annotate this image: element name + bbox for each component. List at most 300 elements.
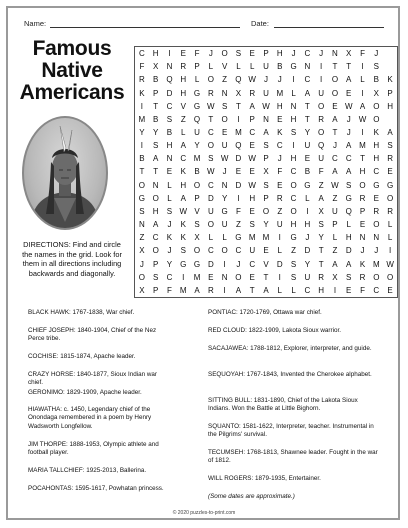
grid-letter[interactable]: V bbox=[194, 206, 200, 216]
grid-letter[interactable]: C bbox=[345, 154, 352, 164]
grid-letter[interactable]: T bbox=[249, 285, 255, 295]
grid-letter[interactable]: S bbox=[263, 180, 269, 190]
grid-letter[interactable]: O bbox=[138, 180, 145, 190]
grid-letter[interactable]: A bbox=[153, 220, 159, 230]
grid-letter[interactable]: R bbox=[318, 272, 325, 282]
grid-letter[interactable]: R bbox=[249, 88, 256, 98]
grid-letter[interactable]: M bbox=[262, 233, 270, 243]
date-blank[interactable] bbox=[274, 27, 384, 28]
grid-letter[interactable]: E bbox=[387, 285, 393, 295]
grid-letter[interactable]: C bbox=[207, 128, 214, 138]
grid-letter[interactable]: Z bbox=[332, 246, 338, 256]
grid-letter[interactable]: T bbox=[263, 272, 269, 282]
grid-letter[interactable]: G bbox=[193, 88, 201, 98]
grid-letter[interactable]: H bbox=[290, 154, 297, 164]
grid-letter[interactable]: M bbox=[193, 154, 201, 164]
grid-letter[interactable]: T bbox=[318, 259, 324, 269]
grid-letter[interactable]: R bbox=[359, 272, 366, 282]
grid-letter[interactable]: S bbox=[249, 220, 255, 230]
grid-letter[interactable]: U bbox=[249, 246, 256, 256]
grid-letter[interactable]: L bbox=[208, 233, 214, 243]
grid-letter[interactable]: E bbox=[249, 167, 255, 177]
grid-letter[interactable]: X bbox=[346, 49, 352, 59]
grid-letter[interactable]: I bbox=[320, 75, 323, 85]
grid-letter[interactable]: C bbox=[249, 259, 256, 269]
grid-letter[interactable]: N bbox=[166, 62, 173, 72]
grid-letter[interactable]: Q bbox=[345, 206, 352, 216]
grid-letter[interactable]: J bbox=[291, 49, 296, 59]
grid-letter[interactable]: P bbox=[263, 193, 269, 203]
grid-letter[interactable]: Q bbox=[166, 75, 173, 85]
grid-letter[interactable]: Z bbox=[235, 220, 241, 230]
grid-letter[interactable]: L bbox=[291, 88, 296, 98]
grid-letter[interactable]: E bbox=[277, 114, 283, 124]
grid-letter[interactable]: C bbox=[152, 233, 159, 243]
grid-letter[interactable]: O bbox=[373, 272, 380, 282]
grid-letter[interactable]: F bbox=[318, 167, 324, 177]
grid-letter[interactable]: R bbox=[207, 285, 214, 295]
grid-letter[interactable]: X bbox=[139, 285, 145, 295]
grid-letter[interactable]: O bbox=[331, 75, 339, 85]
grid-letter[interactable]: R bbox=[276, 193, 283, 203]
grid-letter[interactable]: J bbox=[346, 128, 351, 138]
grid-letter[interactable]: O bbox=[386, 272, 394, 282]
grid-letter[interactable]: I bbox=[168, 49, 171, 59]
grid-letter[interactable]: S bbox=[153, 141, 159, 151]
grid-letter[interactable]: J bbox=[305, 233, 310, 243]
grid-letter[interactable]: W bbox=[248, 180, 256, 190]
word-search-grid[interactable] bbox=[134, 46, 398, 298]
grid-letter[interactable]: Z bbox=[318, 180, 324, 190]
grid-letter[interactable]: A bbox=[194, 285, 200, 295]
grid-letter[interactable]: L bbox=[291, 285, 296, 295]
grid-letter[interactable]: Q bbox=[235, 141, 242, 151]
grid-letter[interactable]: J bbox=[360, 246, 365, 256]
grid-letter[interactable]: E bbox=[249, 49, 255, 59]
grid-letter[interactable]: H bbox=[373, 154, 380, 164]
grid-letter[interactable]: D bbox=[235, 180, 242, 190]
grid-letter[interactable]: C bbox=[180, 154, 187, 164]
grid-letter[interactable]: E bbox=[304, 154, 311, 164]
grid-letter[interactable]: I bbox=[182, 272, 185, 282]
grid-letter[interactable]: J bbox=[277, 154, 282, 164]
grid-letter[interactable]: H bbox=[373, 141, 380, 151]
grid-letter[interactable]: U bbox=[332, 206, 338, 216]
grid-letter[interactable]: D bbox=[235, 154, 242, 164]
grid-letter[interactable]: N bbox=[221, 272, 228, 282]
grid-letter[interactable]: C bbox=[235, 246, 242, 256]
grid-letter[interactable]: P bbox=[249, 114, 255, 124]
grid-letter[interactable]: J bbox=[319, 49, 324, 59]
grid-letter[interactable]: O bbox=[221, 114, 228, 124]
grid-letter[interactable]: H bbox=[276, 49, 283, 59]
grid-letter[interactable]: D bbox=[276, 259, 283, 269]
grid-letter[interactable]: D bbox=[207, 259, 214, 269]
grid-letter[interactable]: R bbox=[207, 88, 214, 98]
grid-letter[interactable]: S bbox=[139, 206, 145, 216]
grid-letter[interactable]: I bbox=[292, 141, 295, 151]
grid-letter[interactable]: F bbox=[360, 285, 365, 295]
grid-letter[interactable]: W bbox=[220, 154, 229, 164]
grid-letter[interactable]: U bbox=[221, 141, 228, 151]
grid-letter[interactable]: Y bbox=[263, 220, 269, 230]
grid-letter[interactable]: P bbox=[359, 206, 366, 216]
grid-letter[interactable]: C bbox=[249, 128, 256, 138]
grid-letter[interactable]: L bbox=[360, 75, 365, 85]
grid-letter[interactable]: B bbox=[277, 62, 283, 72]
grid-letter[interactable]: J bbox=[332, 141, 337, 151]
grid-letter[interactable]: F bbox=[277, 167, 283, 177]
grid-letter[interactable]: J bbox=[346, 114, 351, 124]
grid-letter[interactable]: O bbox=[207, 75, 214, 85]
grid-letter[interactable]: I bbox=[237, 114, 240, 124]
grid-letter[interactable]: E bbox=[277, 180, 283, 190]
grid-letter[interactable]: A bbox=[332, 167, 338, 177]
grid-letter[interactable]: L bbox=[181, 128, 186, 138]
grid-letter[interactable]: A bbox=[346, 259, 352, 269]
grid-letter[interactable]: W bbox=[207, 167, 215, 177]
grid-letter[interactable]: H bbox=[290, 114, 297, 124]
grid-letter[interactable]: C bbox=[373, 167, 380, 177]
grid-letter[interactable]: S bbox=[194, 220, 200, 230]
grid-letter[interactable]: N bbox=[304, 62, 311, 72]
grid-letter[interactable]: C bbox=[166, 272, 173, 282]
grid-letter[interactable]: D bbox=[345, 246, 352, 256]
grid-letter[interactable]: J bbox=[167, 220, 172, 230]
grid-letter[interactable]: I bbox=[320, 62, 323, 72]
grid-letter[interactable]: Z bbox=[222, 75, 228, 85]
grid-letter[interactable]: M bbox=[248, 233, 256, 243]
grid-letter[interactable]: X bbox=[235, 88, 242, 98]
grid-letter[interactable]: T bbox=[153, 101, 159, 111]
grid-letter[interactable]: H bbox=[166, 141, 173, 151]
grid-letter[interactable]: O bbox=[138, 272, 145, 282]
grid-letter[interactable]: B bbox=[153, 75, 159, 85]
grid-letter[interactable]: G bbox=[290, 62, 297, 72]
grid-letter[interactable]: A bbox=[387, 128, 393, 138]
grid-letter[interactable]: O bbox=[373, 101, 380, 111]
grid-letter[interactable]: J bbox=[139, 259, 144, 269]
grid-letter[interactable]: C bbox=[290, 167, 297, 177]
grid-letter[interactable]: W bbox=[179, 206, 188, 216]
grid-letter[interactable]: G bbox=[373, 180, 380, 190]
grid-letter[interactable]: E bbox=[387, 167, 393, 177]
grid-letter[interactable]: C bbox=[332, 154, 338, 164]
grid-letter[interactable]: I bbox=[278, 233, 281, 243]
grid-letter[interactable]: W bbox=[344, 101, 353, 111]
grid-letter[interactable]: L bbox=[222, 233, 227, 243]
grid-letter[interactable]: Y bbox=[304, 128, 311, 138]
grid-letter[interactable]: A bbox=[332, 259, 338, 269]
grid-letter[interactable]: R bbox=[139, 75, 145, 85]
grid-letter[interactable]: A bbox=[346, 141, 352, 151]
grid-letter[interactable]: E bbox=[249, 272, 255, 282]
grid-letter[interactable]: W bbox=[262, 101, 270, 111]
grid-letter[interactable]: P bbox=[387, 88, 393, 98]
grid-letter[interactable]: K bbox=[277, 128, 283, 138]
grid-letter[interactable]: T bbox=[139, 167, 145, 177]
grid-letter[interactable]: E bbox=[346, 88, 352, 98]
grid-letter[interactable]: C bbox=[166, 101, 173, 111]
grid-letter[interactable]: V bbox=[263, 259, 269, 269]
grid-letter[interactable]: P bbox=[263, 154, 269, 164]
grid-letter[interactable]: U bbox=[221, 220, 228, 230]
grid-letter[interactable]: X bbox=[153, 62, 159, 72]
grid-letter[interactable] bbox=[383, 60, 397, 73]
grid-letter[interactable]: E bbox=[249, 206, 255, 216]
grid-letter[interactable]: A bbox=[304, 88, 311, 98]
grid-letter[interactable]: N bbox=[152, 180, 159, 190]
grid-letter[interactable]: A bbox=[332, 114, 338, 124]
grid-letter[interactable]: O bbox=[373, 220, 380, 230]
grid-letter[interactable]: U bbox=[304, 141, 311, 151]
grid-letter[interactable]: L bbox=[387, 220, 393, 230]
grid-letter[interactable]: S bbox=[153, 272, 159, 282]
grid-letter[interactable]: L bbox=[346, 220, 351, 230]
grid-letter[interactable]: J bbox=[277, 75, 282, 85]
grid-letter[interactable]: O bbox=[290, 206, 297, 216]
grid-letter[interactable]: J bbox=[263, 75, 268, 85]
grid-letter[interactable]: S bbox=[235, 49, 242, 59]
grid-letter[interactable]: X bbox=[318, 206, 324, 216]
grid-letter[interactable]: S bbox=[263, 141, 269, 151]
grid-letter[interactable]: C bbox=[207, 180, 214, 190]
grid-letter[interactable]: Y bbox=[318, 233, 324, 243]
grid-letter[interactable]: E bbox=[180, 49, 186, 59]
grid-letter[interactable]: P bbox=[194, 193, 200, 203]
grid-letter[interactable]: K bbox=[166, 233, 173, 243]
grid-letter[interactable]: R bbox=[387, 154, 393, 164]
grid-letter[interactable]: B bbox=[304, 167, 311, 177]
grid-letter[interactable]: D bbox=[166, 88, 173, 98]
grid-letter[interactable]: T bbox=[208, 114, 214, 124]
grid-letter[interactable]: O bbox=[359, 180, 366, 190]
grid-letter[interactable]: A bbox=[180, 141, 186, 151]
grid-letter[interactable]: W bbox=[331, 180, 339, 190]
grid-letter[interactable]: I bbox=[333, 285, 337, 295]
grid-letter[interactable]: F bbox=[360, 49, 365, 59]
grid-letter[interactable]: I bbox=[140, 101, 143, 111]
grid-letter[interactable]: K bbox=[359, 259, 366, 269]
grid-letter[interactable]: J bbox=[374, 246, 379, 256]
grid-letter[interactable]: V bbox=[221, 62, 228, 72]
grid-letter[interactable]: E bbox=[373, 193, 379, 203]
grid-letter[interactable]: H bbox=[359, 167, 366, 177]
grid-letter[interactable]: K bbox=[180, 167, 186, 177]
grid-letter[interactable]: I bbox=[237, 193, 240, 203]
grid-letter[interactable]: E bbox=[221, 128, 228, 138]
grid-letter[interactable]: E bbox=[332, 101, 338, 111]
grid-letter[interactable]: Z bbox=[277, 206, 283, 216]
grid-letter[interactable]: I bbox=[388, 246, 392, 256]
grid-letter[interactable]: T bbox=[153, 167, 159, 177]
grid-letter[interactable]: M bbox=[138, 114, 146, 124]
grid-letter[interactable]: U bbox=[276, 220, 283, 230]
grid-letter[interactable]: O bbox=[221, 49, 228, 59]
grid-letter[interactable]: Z bbox=[332, 193, 338, 203]
grid-letter[interactable]: Z bbox=[180, 114, 186, 124]
grid-letter[interactable]: G bbox=[235, 233, 242, 243]
grid-letter[interactable]: M bbox=[276, 88, 284, 98]
grid-letter[interactable]: X bbox=[139, 246, 145, 256]
grid-letter[interactable]: G bbox=[345, 193, 352, 203]
grid-letter[interactable]: L bbox=[236, 62, 241, 72]
grid-letter[interactable]: J bbox=[167, 246, 172, 256]
grid-letter[interactable]: D bbox=[207, 193, 214, 203]
grid-letter[interactable]: O bbox=[331, 88, 339, 98]
grid-letter[interactable]: E bbox=[235, 167, 242, 177]
grid-letter[interactable]: N bbox=[221, 88, 228, 98]
grid-letter[interactable]: I bbox=[361, 62, 364, 72]
grid-letter[interactable]: T bbox=[235, 101, 241, 111]
grid-letter[interactable]: G bbox=[304, 180, 311, 190]
grid-letter[interactable]: I bbox=[140, 141, 143, 151]
grid-letter[interactable]: T bbox=[304, 101, 310, 111]
grid-letter[interactable]: A bbox=[318, 193, 324, 203]
grid-letter[interactable]: H bbox=[304, 220, 311, 230]
grid-letter[interactable]: C bbox=[276, 141, 283, 151]
grid-letter[interactable]: H bbox=[290, 220, 297, 230]
grid-letter[interactable]: O bbox=[318, 128, 325, 138]
grid-letter[interactable]: O bbox=[221, 246, 228, 256]
grid-letter[interactable]: T bbox=[332, 128, 338, 138]
grid-letter[interactable]: J bbox=[236, 259, 241, 269]
grid-letter[interactable]: M bbox=[372, 259, 380, 269]
grid-letter[interactable]: O bbox=[193, 246, 201, 256]
grid-letter[interactable]: E bbox=[166, 167, 173, 177]
grid-letter[interactable]: C bbox=[139, 49, 145, 59]
grid-letter[interactable]: T bbox=[360, 154, 365, 164]
grid-letter[interactable]: C bbox=[290, 193, 297, 203]
grid-letter[interactable]: S bbox=[318, 220, 324, 230]
grid-letter[interactable]: N bbox=[359, 233, 366, 243]
grid-letter[interactable]: E bbox=[359, 220, 366, 230]
grid-letter[interactable]: O bbox=[373, 114, 380, 124]
grid-letter[interactable]: U bbox=[194, 128, 200, 138]
grid-letter[interactable]: H bbox=[180, 75, 187, 85]
grid-letter[interactable]: O bbox=[386, 193, 394, 203]
grid-letter[interactable]: Q bbox=[235, 75, 242, 85]
grid-letter[interactable]: U bbox=[318, 154, 325, 164]
grid-letter[interactable]: E bbox=[346, 285, 352, 295]
grid-letter[interactable]: T bbox=[318, 246, 324, 256]
grid-letter[interactable]: L bbox=[249, 62, 255, 72]
grid-letter[interactable]: A bbox=[249, 101, 255, 111]
grid-letter[interactable]: P bbox=[263, 49, 269, 59]
grid-letter[interactable]: X bbox=[332, 272, 338, 282]
grid-letter[interactable]: L bbox=[208, 62, 214, 72]
grid-letter[interactable]: W bbox=[248, 75, 256, 85]
grid-letter[interactable]: F bbox=[167, 285, 172, 295]
grid-letter[interactable]: I bbox=[223, 285, 226, 295]
grid-letter[interactable]: X bbox=[373, 88, 379, 98]
grid-letter[interactable]: F bbox=[139, 62, 145, 72]
grid-letter[interactable]: E bbox=[208, 272, 214, 282]
grid-letter[interactable]: C bbox=[304, 75, 311, 85]
grid-letter[interactable]: B bbox=[139, 154, 145, 164]
grid-letter[interactable]: Z bbox=[291, 246, 297, 256]
grid-letter[interactable]: O bbox=[235, 272, 242, 282]
grid-letter[interactable]: S bbox=[290, 259, 297, 269]
grid-letter[interactable]: A bbox=[346, 75, 352, 85]
grid-letter[interactable]: M bbox=[193, 272, 201, 282]
grid-letter[interactable]: Z bbox=[139, 233, 145, 243]
grid-letter[interactable]: K bbox=[373, 128, 379, 138]
grid-letter[interactable]: T bbox=[332, 62, 338, 72]
grid-letter[interactable]: H bbox=[180, 88, 187, 98]
grid-letter[interactable]: S bbox=[166, 206, 173, 216]
grid-letter[interactable]: O bbox=[207, 220, 214, 230]
grid-letter[interactable]: S bbox=[208, 154, 214, 164]
grid-letter[interactable]: T bbox=[304, 114, 310, 124]
grid-letter[interactable]: O bbox=[193, 180, 201, 190]
grid-letter[interactable]: I bbox=[361, 128, 364, 138]
grid-letter[interactable]: L bbox=[305, 193, 310, 203]
grid-letter[interactable]: W bbox=[248, 154, 256, 164]
grid-letter[interactable]: N bbox=[139, 220, 145, 230]
grid-letter[interactable]: J bbox=[208, 49, 213, 59]
grid-letter[interactable]: G bbox=[138, 193, 145, 203]
grid-letter[interactable]: G bbox=[180, 259, 187, 269]
grid-letter[interactable]: B bbox=[373, 75, 379, 85]
grid-letter[interactable]: I bbox=[292, 75, 295, 85]
grid-letter[interactable]: K bbox=[180, 233, 186, 243]
grid-letter[interactable]: E bbox=[249, 141, 255, 151]
grid-letter[interactable]: S bbox=[387, 141, 393, 151]
grid-letter[interactable]: S bbox=[290, 128, 297, 138]
grid-letter[interactable]: N bbox=[263, 114, 269, 124]
grid-letter[interactable]: H bbox=[387, 101, 393, 111]
grid-letter[interactable]: B bbox=[194, 167, 200, 177]
grid-letter[interactable]: J bbox=[374, 49, 379, 59]
grid-letter[interactable]: G bbox=[221, 206, 228, 216]
grid-letter[interactable]: O bbox=[290, 180, 297, 190]
grid-letter[interactable]: I bbox=[278, 272, 281, 282]
grid-letter[interactable]: S bbox=[346, 180, 352, 190]
grid-letter[interactable]: T bbox=[346, 62, 352, 72]
grid-letter[interactable]: M bbox=[359, 141, 366, 151]
grid-letter[interactable]: L bbox=[332, 233, 338, 243]
grid-letter[interactable]: H bbox=[180, 180, 187, 190]
grid-letter[interactable]: O bbox=[152, 193, 159, 203]
grid-letter[interactable]: S bbox=[180, 246, 186, 256]
grid-letter[interactable] bbox=[383, 113, 397, 126]
grid-letter[interactable]: X bbox=[263, 167, 269, 177]
grid-letter[interactable]: A bbox=[359, 101, 366, 111]
grid-letter[interactable]: R bbox=[318, 114, 325, 124]
grid-letter[interactable]: M bbox=[235, 128, 242, 138]
grid-letter[interactable]: S bbox=[166, 114, 173, 124]
grid-letter[interactable]: R bbox=[373, 206, 380, 216]
grid-letter[interactable]: P bbox=[194, 62, 200, 72]
grid-letter[interactable]: G bbox=[193, 101, 201, 111]
grid-letter[interactable]: I bbox=[223, 259, 226, 269]
grid-letter[interactable]: N bbox=[373, 233, 380, 243]
grid-letter[interactable]: C bbox=[373, 285, 380, 295]
grid-letter[interactable]: D bbox=[304, 246, 311, 256]
grid-letter[interactable]: K bbox=[139, 88, 145, 98]
grid-letter[interactable]: U bbox=[263, 88, 269, 98]
grid-letter[interactable]: H bbox=[152, 49, 159, 59]
grid-letter[interactable]: L bbox=[277, 285, 282, 295]
grid-letter[interactable]: A bbox=[153, 154, 159, 164]
grid-letter[interactable]: L bbox=[277, 246, 282, 256]
grid-letter[interactable]: Y bbox=[221, 193, 228, 203]
grid-letter[interactable]: Y bbox=[166, 259, 173, 269]
grid-letter[interactable]: A bbox=[263, 285, 269, 295]
grid-letter[interactable]: Q bbox=[193, 114, 201, 124]
grid-letter[interactable] bbox=[383, 47, 397, 60]
